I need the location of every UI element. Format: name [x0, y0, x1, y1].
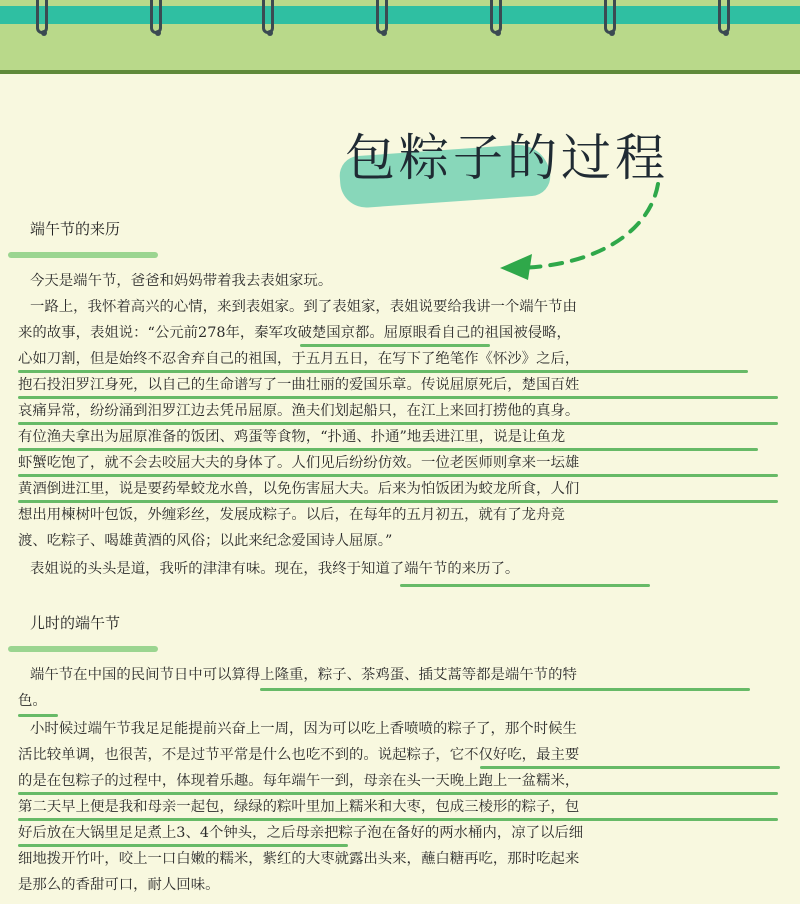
binding-ring-icon [150, 0, 162, 34]
paragraph-line: 好后放在大锅里足足煮上3、4个钟头，之后母亲把粽子泡在备好的两水桶内，凉了以后细 [18, 825, 584, 841]
paragraph-line: 今天是端午节，爸爸和妈妈带着我去表姐家玩。 [30, 273, 333, 289]
highlight-underline [18, 422, 778, 425]
binding-ring-icon [490, 0, 502, 34]
highlight-underline [480, 766, 780, 769]
notebook-binding [0, 0, 800, 74]
binding-ring-icon [262, 0, 274, 34]
binding-edge [0, 70, 800, 74]
highlight-underline [18, 818, 778, 821]
highlight-underline [400, 584, 650, 587]
section-heading-childhood: 儿时的端午节 [30, 614, 121, 632]
paragraph-line: 色。 [18, 693, 47, 709]
paragraph-line: 渡、吃粽子、喝雄黄酒的风俗；以此来纪念爱国诗人屈原。” [18, 533, 393, 549]
paragraph-line: 是那么的香甜可口，耐人回味。 [18, 877, 220, 893]
highlight-underline [18, 396, 778, 399]
paragraph-line: 抱石投汨罗江身死，以自己的生命谱写了一曲壮丽的爱国乐章。传说屈原死后，楚国百姓 [18, 377, 580, 393]
paragraph-line: 心如刀割，但是始终不忍舍弃自己的祖国，于五月五日，在写下了绝笔作《怀沙》之后， [18, 351, 580, 367]
paragraph-line: 来的故事，表姐说：“公元前278年，秦军攻破楚国京都。屈原眼看自己的祖国被侵略， [18, 325, 571, 341]
paragraph-line: 一路上，我怀着高兴的心情，来到表姐家。到了表姐家，表姐说要给我讲一个端午节由 [30, 299, 577, 315]
paragraph-line: 端午节在中国的民间节日中可以算得上隆重，粽子、茶鸡蛋、插艾蒿等都是端午节的特 [30, 667, 577, 683]
highlight-underline [18, 448, 758, 451]
paragraph-line: 有位渔夫拿出为屈原准备的饭团、鸡蛋等食物，“扑通、扑通”地丢进江里，说是让鱼龙 [18, 429, 566, 445]
highlight-underline [18, 792, 778, 795]
highlight-underline [18, 844, 348, 847]
paragraph-line: 第二天早上便是我和母亲一起包，绿绿的粽叶里加上糯米和大枣，包成三棱形的粽子，包 [18, 799, 580, 815]
binding-ring-icon [604, 0, 616, 34]
paragraph-line: 细地拨开竹叶，咬上一口白嫩的糯米，紫红的大枣就露出头来，蘸白糖再吃，那时吃起来 [18, 851, 580, 867]
paragraph-line: 的是在包粽子的过程中，体现着乐趣。每年端午一到，母亲在头一天晚上跑上一盆糯米， [18, 773, 580, 789]
section-heading-origin: 端午节的来历 [30, 220, 121, 238]
binding-ring-icon [36, 0, 48, 34]
binding-teal-band [0, 6, 800, 24]
heading-underline [8, 646, 158, 652]
paragraph-line: 表姐说的头头是道，我听的津津有味。现在，我终于知道了端午节的来历了。 [30, 561, 520, 577]
paragraph-line: 黄酒倒进江里，说是要药晕蛟龙水兽，以免伤害屈大夫。后来为怕饭团为蛟龙所食，人们 [18, 481, 580, 497]
highlight-underline [300, 344, 490, 347]
paragraph-line: 想出用楝树叶包饭，外缠彩丝，发展成粽子。以后，在每年的五月初五，就有了龙舟竞 [18, 507, 565, 523]
highlight-underline [18, 370, 748, 373]
highlight-underline [18, 500, 778, 503]
paragraph-line: 虾蟹吃饱了，就不会去咬屈大夫的身体了。人们见后纷纷仿效。一位老医师则拿来一坛雄 [18, 455, 580, 471]
highlight-underline [18, 474, 778, 477]
page-title: 包粽子的过程 [345, 129, 669, 187]
paragraph-line: 活比较单调，也很苦，不是过节平常是什么也吃不到的。说起粽子，它不仅好吃，最主要 [18, 747, 580, 763]
highlight-underline [260, 688, 750, 691]
paragraph-line: 哀痛异常，纷纷涌到汨罗江边去凭吊屈原。渔夫们划起船只，在江上来回打捞他的真身。 [18, 403, 580, 419]
highlight-underline [18, 714, 58, 717]
binding-ring-icon [718, 0, 730, 34]
binding-ring-icon [376, 0, 388, 34]
heading-underline [8, 252, 158, 258]
paragraph-line: 小时候过端午节我足足能提前兴奋上一周，因为可以吃上香喷喷的粽子了，那个时候生 [30, 721, 577, 737]
